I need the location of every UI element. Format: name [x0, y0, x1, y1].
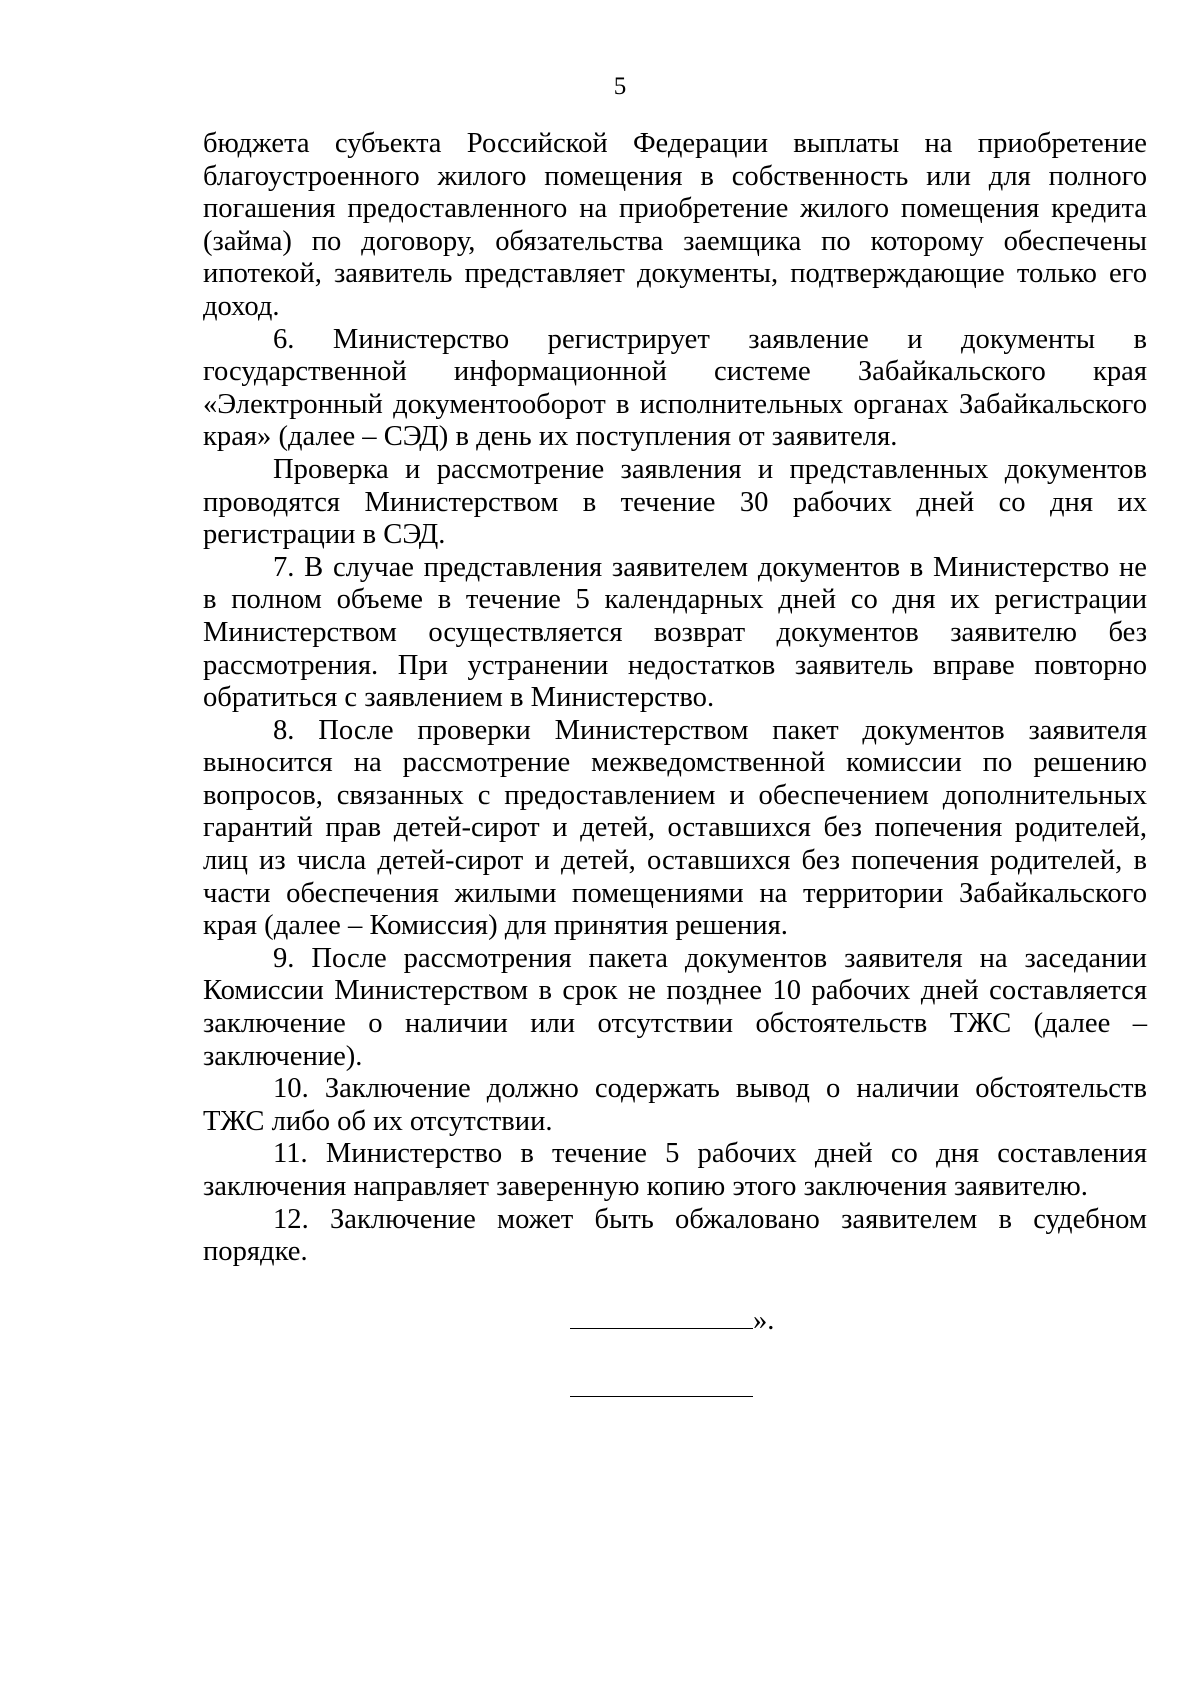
paragraph-item-8: 8. После проверки Министерством пакет документов заявителя выносится на рассмотрение межведомственной комиссии по решению вопросов, связанных с предоставлением и обеспечением дополнительных гарантий прав детей-сирот и детей, оставшихся без попечения родителей, лиц из числа детей-сирот и детей, оставшихся без попечения родителей, в части обеспечения жилыми помещениями на территории Забайкальского края (далее – Комиссия) для принятия решения. [203, 714, 1147, 942]
paragraph-item-11: 11. Министерство в течение 5 рабочих дней со дня составления заключения направляет заверенную копию этого заключения заявителю. [203, 1138, 1147, 1202]
document-body [203, 128, 1147, 1269]
end-of-document-rule [570, 1396, 753, 1397]
paragraph-item-7: 7. В случае представления заявителем документов в Министерство не в полном объеме в течение 5 календарных дней со дня их регистрации Министерством осуществляется возврат документов заявителю без рассмотрения. При устранении недостатков заявитель вправе повторно обратиться с заявлением в Министерство. [203, 551, 1147, 714]
closing-quote-mark: ». [753, 1305, 775, 1336]
paragraph-item-6: 6. Министерство регистрирует заявление и документы в государственной информационной системе Забайкальского края «Электронный документооборот в исполнительных органах Забайкальского края» (далее – СЭД) в день их поступления от заявителя. [203, 323, 1147, 453]
page-number: 5 [613, 73, 627, 100]
paragraph-item-9: 9. После рассмотрения пакета документов заявителя на заседании Комиссии Министерством в срок не позднее 10 рабочих дней составляется заключение о наличии или отсутствии обстоятельств ТЖС (далее – заключение). [203, 942, 1147, 1072]
closing-underline [570, 1308, 753, 1329]
paragraph-item-12: 12. Заключение может быть обжаловано заявителем в судебном порядке. [203, 1203, 1147, 1268]
paragraph-item-10: 10. Заключение должно содержать вывод о наличии обстоятельств ТЖС либо об их отсутствии. [203, 1073, 1147, 1137]
paragraph-continuation: бюджета субъекта Российской Федерации выплаты на приобретение благоустроенного жилого помещения в собственность или для полного погашения предоставленного на приобретение жилого помещения кредита (займа) по договору, обязательства заемщика по которому обеспечены ипотекой, заявитель представляет документы, подтверждающие только его доход. [203, 128, 1147, 322]
closing-line [570, 1305, 774, 1337]
paragraph-review-period: Проверка и рассмотрение заявления и представленных документов проводятся Министерством в течение 30 рабочих дней со дня их регистрации в СЭД. [203, 453, 1147, 551]
